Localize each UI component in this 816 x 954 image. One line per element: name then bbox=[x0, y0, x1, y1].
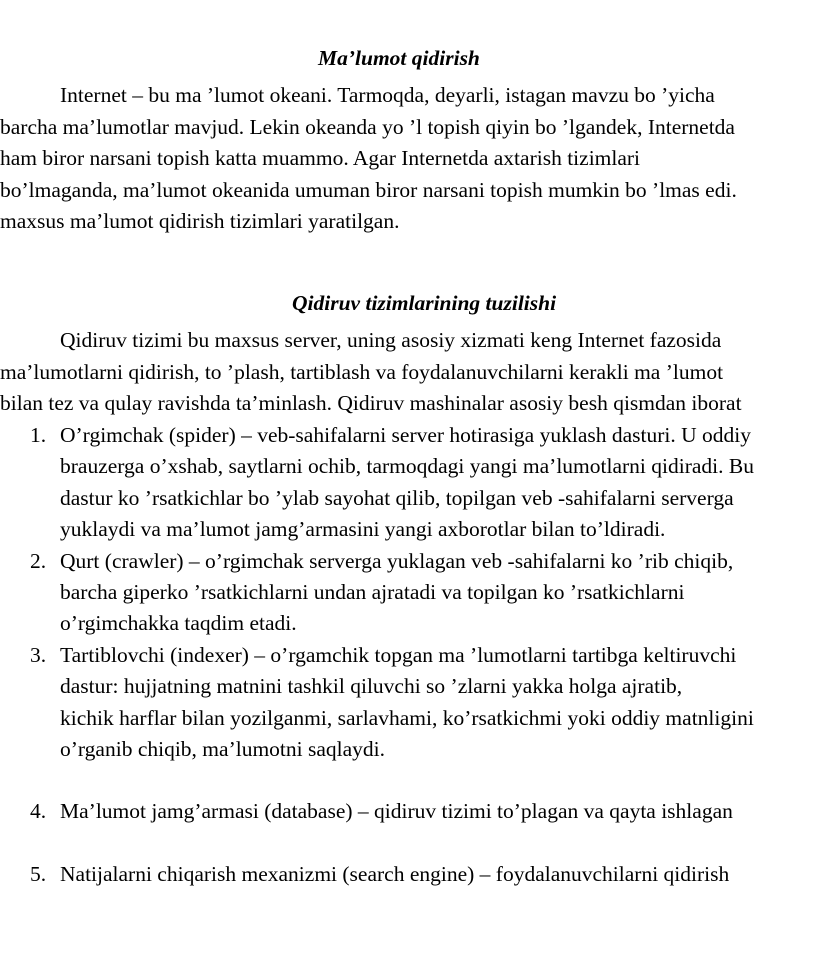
list-item-line: yuklaydi va ma’lumot jamg’armasini yangi axborotlar bilan to’ldiradi. bbox=[60, 517, 666, 541]
list-item-line: o’rgimchakka taqdim etadi. bbox=[60, 611, 297, 635]
list-item-line: barcha giperko ’rsatkichlarni undan ajratadi va topilgan ko ’rsatkichlarni bbox=[60, 580, 685, 604]
paragraph-line: barcha ma’lumotlar mavjud. Lekin okeanda yo ’l topish qiyin bo ’lgandek, Internetda bbox=[0, 115, 735, 139]
list-item-line: dastur: hujjatning matnini tashkil qiluvchi so ’zlarni yakka holga ajratib, bbox=[60, 674, 683, 698]
list-number: 1. bbox=[30, 423, 47, 447]
list-number: 5. bbox=[30, 862, 47, 886]
list-number: 3. bbox=[30, 643, 47, 667]
paragraph-line: ham biror narsani topish katta muammo. Agar Internetda axtarish tizimlari bbox=[0, 146, 641, 170]
list-item-line: Natijalarni chiqarish mexanizmi (search engine) – foydalanuvchilarni qidirish bbox=[60, 862, 730, 886]
list-number: 4. bbox=[30, 799, 47, 823]
list-item-line: O’rgimchak (spider) – veb-sahifalarni server hotirasiga yuklash dasturi. U oddiy bbox=[60, 423, 751, 447]
paragraph-line: Qidiruv tizimi bu maxsus server, uning asosiy xizmati keng Internet fazosida bbox=[60, 328, 722, 352]
list-item-line: Ma’lumot jamg’armasi (database) – qidiruv tizimi to’plagan va qayta ishlagan bbox=[60, 799, 733, 823]
section-title: Ma’lumot qidirish bbox=[318, 46, 480, 70]
paragraph-line: bo’lmaganda, ma’lumot okeanida umuman biror narsani topish mumkin bo ’lmas edi. bbox=[0, 178, 737, 202]
paragraph-line: maxsus ma’lumot qidirish tizimlari yaratilgan. bbox=[0, 209, 400, 233]
section-title: Qidiruv tizimlarining tuzilishi bbox=[292, 291, 557, 315]
paragraph-line: bilan tez va qulay ravishda ta’minlash. Qidiruv mashinalar asosiy besh qismdan iborat bbox=[0, 391, 742, 415]
list-item-line: Tartiblovchi (indexer) – o’rgamchik topgan ma ’lumotlarni tartibga keltiruvchi bbox=[60, 643, 737, 667]
list-number: 2. bbox=[30, 549, 47, 573]
paragraph-line: Internet – bu ma ’lumot okeani. Tarmoqda, deyarli, istagan mavzu bo ’yicha bbox=[60, 83, 715, 107]
list-item-line: dastur ko ’rsatkichlar bo ’ylab sayohat qilib, topilgan veb -sahifalarni serverga bbox=[60, 486, 734, 510]
list-item-line: Qurt (crawler) – o’rgimchak serverga yuklagan veb -sahifalarni ko ’rib chiqib, bbox=[60, 549, 734, 573]
list-item-line: brauzerga o’xshab, saytlarni ochib, tarmoqdagi yangi ma’lumotlarni qidiradi. Bu bbox=[60, 454, 754, 478]
list-item-line: kichik harflar bilan yozilganmi, sarlavhami, ko’rsatkichmi yoki oddiy matnligini bbox=[60, 706, 754, 730]
paragraph-line: ma’lumotlarni qidirish, to ’plash, tartiblash va foydalanuvchilarni kerakli ma ’lumot bbox=[0, 360, 724, 384]
list-item-line: o’rganib chiqib, ma’lumotni saqlaydi. bbox=[60, 737, 386, 761]
